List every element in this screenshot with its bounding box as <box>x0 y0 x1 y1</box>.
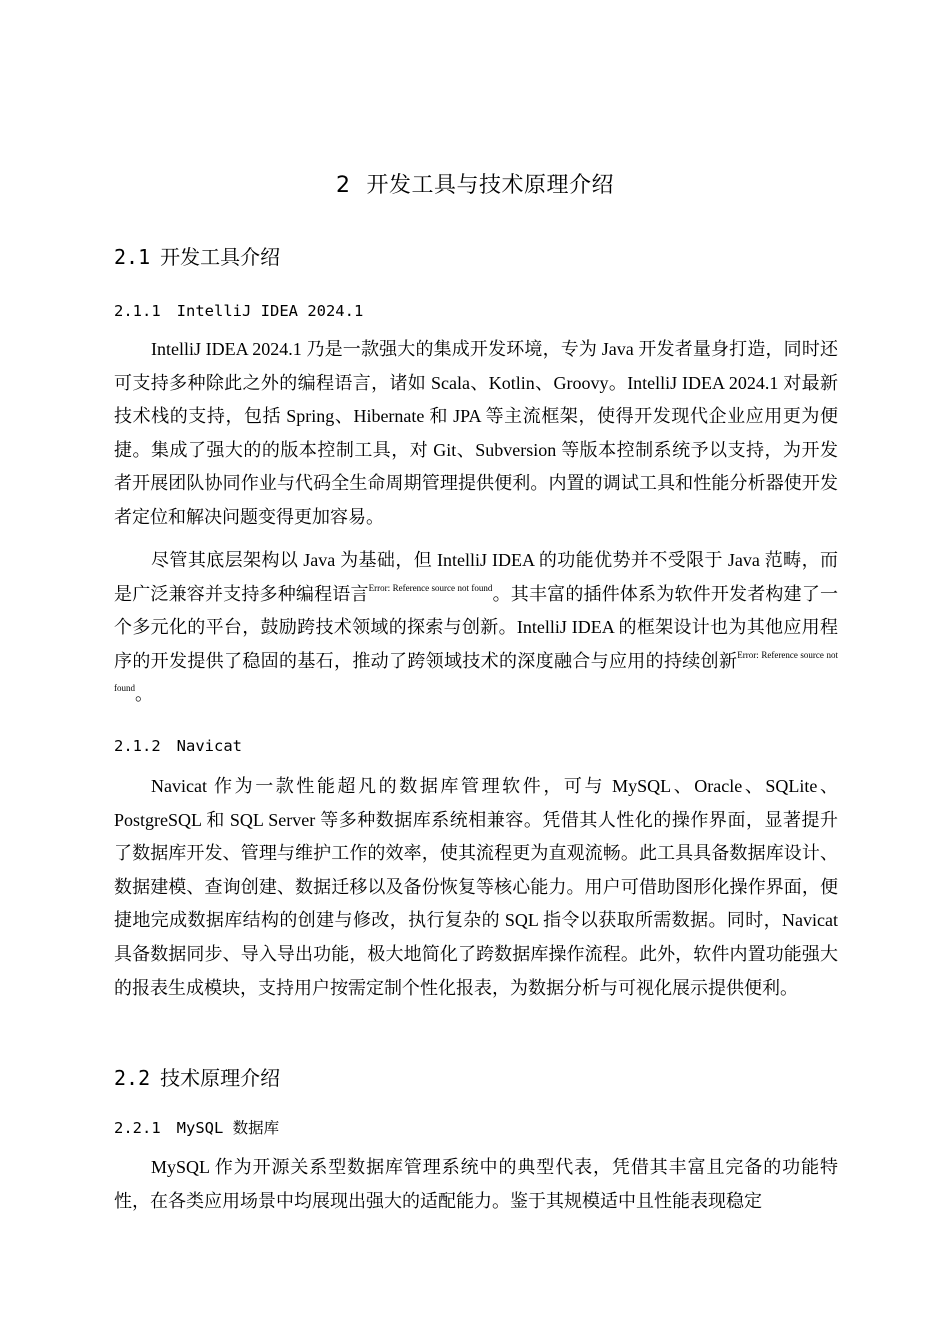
section-title: 开发工具介绍 <box>160 245 281 269</box>
paragraph-navicat: Navicat 作为一款性能超凡的数据库管理软件，可与 MySQL、Oracle、SQLite、PostgreSQL 和 SQL Server 等多种数据库系统相兼容。凭借其人性化的操作界面，显著提升了数据库开发、管理与维护工作的效率，使其流程更为直观流畅。此工具具备数据库设计、数据建模、查询创建、数据迁移以及备份恢复等核心能力。用户可借助图形化操作界面，便捷地完成数据库结构的创建与修改，执行复杂的 SQL 指令以获取所需数据。同时，Navicat 具备数据同步、导入导出功能，极大地简化了跨数据库操作流程。此外，软件内置功能强大的报表生成模块，支持用户按需定制个性化报表，为数据分析与可视化展示提供便利。 <box>114 776 838 998</box>
subsection-title: Navicat <box>176 737 242 755</box>
section-heading-2-1 <box>114 243 280 271</box>
reference-error-note: Error: Reference source not found <box>114 649 838 694</box>
subsection-heading-2-1-2 <box>114 734 242 758</box>
subsection-number: 2.1.1 <box>114 302 161 320</box>
subsection-heading-2-1-1 <box>114 299 363 323</box>
paragraph-text: 尽管其底层架构以 Java 为基础，但 IntelliJ IDEA 的功能优势并不受限于 Java 范畴，而是广泛兼容并支持多种编程语言 <box>114 550 838 604</box>
paragraph-mysql: MySQL 作为开源关系型数据库管理系统中的典型代表，凭借其丰富且完备的功能特性，在各类应用场景中均展现出强大的适配能力。鉴于其规模适中且性能表现稳定 <box>114 1157 838 1211</box>
section-heading-2-2 <box>114 1064 280 1092</box>
paragraph-text: 。其丰富的插件体系为软件开发者构建了一个多元化的平台，鼓励跨技术领域的探索与创新。IntelliJ IDEA 的框架设计也为其他应用程序的开发提供了稳固的基石，推动了跨领域技术的深度融合与应用的持续创新 <box>114 583 839 671</box>
subsection-title: MySQL 数据库 <box>176 1119 280 1137</box>
reference-error-note: Error: Reference source not found <box>368 582 493 593</box>
subsection-heading-2-2-1 <box>114 1116 279 1140</box>
chapter-number: 2 <box>335 173 351 198</box>
paragraph-text: 。 <box>135 684 153 705</box>
section-title: 技术原理介绍 <box>160 1066 281 1090</box>
paragraph-intellij-languages <box>114 544 838 712</box>
subsection-number: 2.1.2 <box>114 737 161 755</box>
subsection-number: 2.2.1 <box>114 1119 161 1137</box>
chapter-title: 开发工具与技术原理介绍 <box>366 173 614 198</box>
section-number: 2.1 <box>114 245 151 269</box>
paragraph-intellij-intro: IntelliJ IDEA 2024.1 乃是一款强大的集成开发环境，专为 Java 开发者量身打造，同时还可支持多种除此之外的编程语言，诸如 Scala、Kotlin、Groovy。IntelliJ IDEA 2024.1 对最新技术栈的支持，包括 Spring、Hibernate 和 JPA 等主流框架，使得开发现代企业应用更为便捷。集成了强大的的版本控制工具，对 Git、Subversion 等版本控制系统予以支持，为开发者开展团队协同作业与代码全生命周期管理提供便利。内置的调试工具和性能分析器使开发者定位和解决问题变得更加容易。 <box>114 339 838 527</box>
section-number: 2.2 <box>114 1066 151 1090</box>
subsection-title: IntelliJ IDEA 2024.1 <box>176 302 364 320</box>
chapter-heading <box>0 170 950 202</box>
